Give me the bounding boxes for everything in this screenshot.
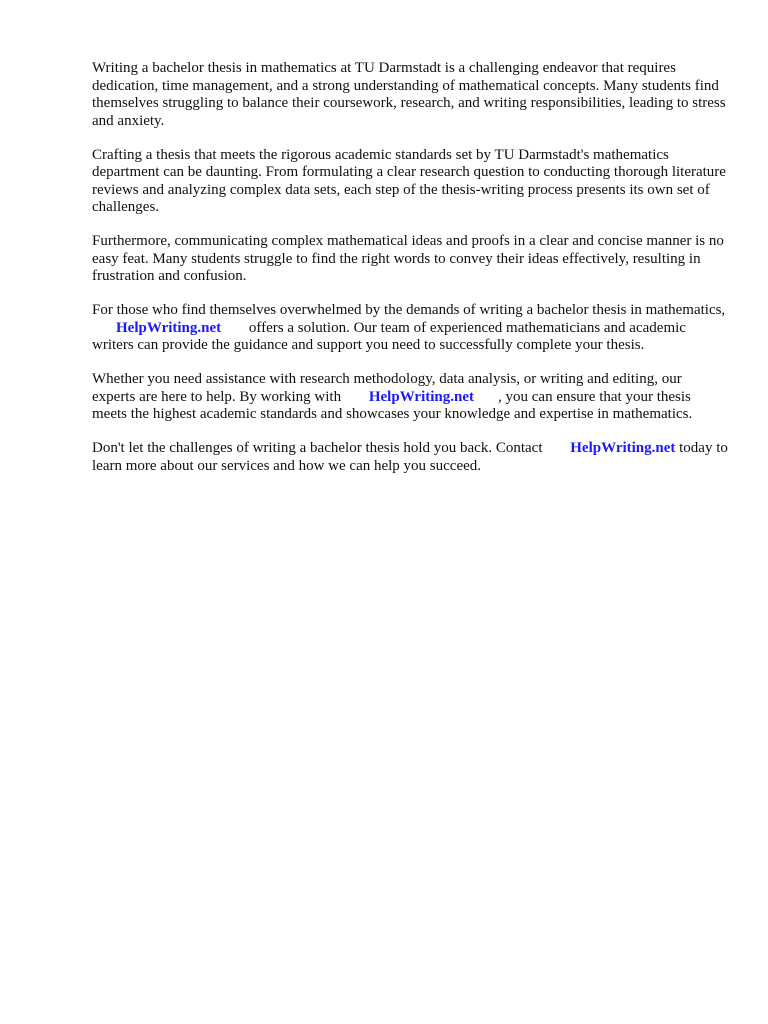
paragraph-contact bbox=[92, 440, 728, 475]
paragraph-assistance-text-after: , you can ensure that your thesis meets the highest academic standards and showcases your knowledge and expertise in mathematics. bbox=[92, 388, 693, 422]
paragraph-contact-text-after: today to learn more about our services and how we can help you succeed. bbox=[92, 440, 728, 474]
paragraph-solution-text-before: For those who find themselves overwhelmed by the demands of writing a bachelor thesis in mathematics, bbox=[92, 302, 726, 318]
paragraph-solution bbox=[92, 302, 728, 355]
paragraph-standards: Crafting a thesis that meets the rigorous academic standards set by TU Darmstadt's mathematics department can be daunting. From formulating a clear research question to conducting thorough literature reviews and analyzing complex data sets, each step of the thesis-writing process presents its own set of challenges. bbox=[92, 146, 726, 215]
helpwriting-link[interactable]: HelpWriting.net bbox=[570, 440, 676, 456]
paragraph-communication: Furthermore, communicating complex mathematical ideas and proofs in a clear and concise manner is no easy feat. Many students struggle to find the right words to convey their ideas effectively, resulting in frustration and confusion. bbox=[92, 233, 724, 284]
helpwriting-link[interactable]: HelpWriting.net bbox=[116, 319, 222, 336]
paragraph-assistance bbox=[92, 371, 728, 424]
helpwriting-link[interactable]: HelpWriting.net bbox=[368, 388, 474, 405]
paragraph-assistance-text-before: Whether you need assistance with research methodology, data analysis, or writing and editing, our experts are here to help. By working with bbox=[92, 371, 682, 405]
paragraph-intro: Writing a bachelor thesis in mathematics at TU Darmstadt is a challenging endeavor that requires dedication, time management, and a strong understanding of mathematical concepts. Many students find themselves struggling to balance their coursework, research, and writing responsibilities, leading to stress and anxiety. bbox=[92, 60, 726, 129]
paragraph-solution-text-after: offers a solution. Our team of experienced mathematicians and academic writers can provide the guidance and support you need to successfully complete your thesis. bbox=[92, 319, 686, 353]
paragraph-contact-text-before: Don't let the challenges of writing a bachelor thesis hold you back. Contact bbox=[92, 440, 543, 456]
document-body bbox=[92, 60, 728, 492]
